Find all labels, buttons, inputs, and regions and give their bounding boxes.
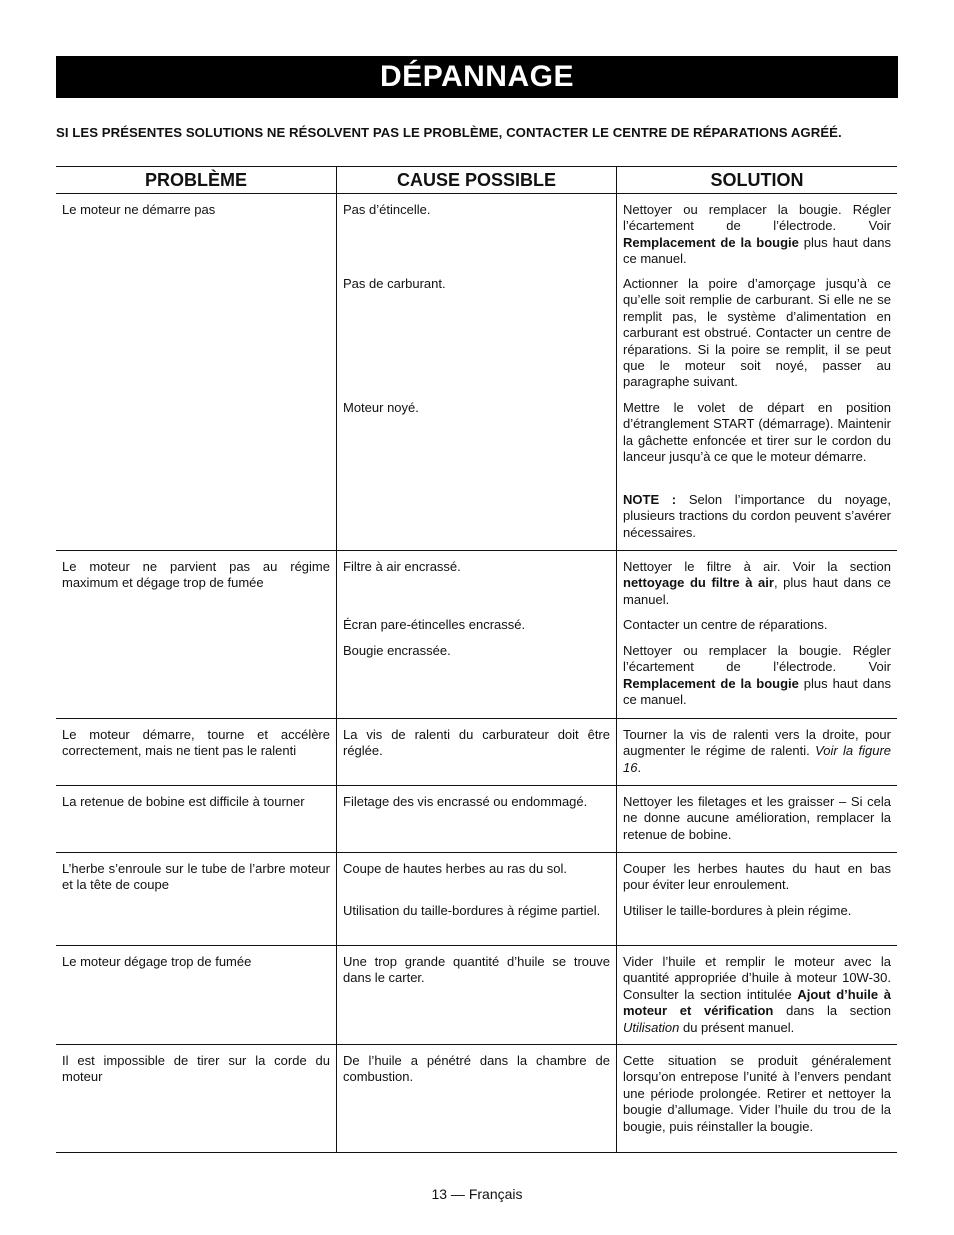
solution-cell: [616, 719, 897, 785]
header-problem: PROBLÈME: [144, 170, 247, 190]
problem-text: Il est impossible de tirer sur la corde du moteur: [62, 1053, 330, 1085]
cause-cell: [336, 551, 616, 718]
header-solution: SOLUTION: [616, 167, 897, 193]
cause-text: Moteur noyé.: [343, 400, 419, 415]
table-row: [56, 786, 897, 853]
problem-text: Le moteur dégage trop de fumée: [62, 954, 252, 969]
solution-cell: [616, 551, 897, 718]
troubleshooting-table: [56, 166, 897, 1153]
cause-text: Pas d’étincelle.: [343, 202, 431, 217]
cause-text: La vis de ralenti du carburateur doit être réglée.: [343, 727, 610, 759]
solution-text: Vider l’huile et remplir le moteur avec la quantité appropriée d’huile à moteur 10W-30. Consulter la section intitulée Ajout d’huile à moteur et vérification dans la section Utilisation du présent manuel.: [623, 954, 891, 1035]
problem-text: Le moteur ne parvient pas au régime maximum et dégage trop de fumée: [62, 559, 330, 591]
cause-cell: [336, 853, 616, 945]
solution-text: Nettoyer les filetages et les graisser – Si cela ne donne aucune amélioration, remplacer la retenue de bobine.: [623, 794, 891, 842]
table-row: [56, 853, 897, 946]
solution-cell: [616, 853, 897, 945]
cause-text: Écran pare-étincelles encrassé.: [343, 617, 526, 632]
table-row: [56, 719, 897, 786]
solution-text: Couper les herbes hautes du haut en bas pour éviter leur enroulement.: [623, 861, 891, 893]
cause-cell: [336, 1045, 616, 1152]
problem-cell: [56, 853, 336, 945]
table-row: [56, 551, 897, 719]
cause-text: Filtre à air encrassé.: [343, 559, 461, 574]
cause-text: Utilisation du taille-bordures à régime partiel.: [343, 903, 601, 918]
solution-text: Nettoyer ou remplacer la bougie. Régler l’écartement de l’électrode. Voir Remplacement de la bougie plus haut dans ce manuel.: [623, 202, 891, 267]
solution-text: Mettre le volet de départ en position d’étranglement START (démarrage). Maintenir la gâchette enfoncée et tirer sur le cordon du lanceur jusqu’à ce que le moteur démarre.: [623, 400, 891, 465]
cause-text: Bougie encrassée.: [343, 643, 451, 658]
table-header: [56, 167, 897, 194]
cause-text: De l’huile a pénétré dans la chambre de combustion.: [343, 1053, 610, 1085]
table-row: [56, 194, 897, 551]
solution-text: Tourner la vis de ralenti vers la droite, pour augmenter le régime de ralenti. Voir la figure 16.: [623, 727, 892, 775]
problem-text: Le moteur ne démarre pas: [62, 202, 216, 217]
problem-cell: [56, 786, 336, 852]
page-title: DÉPANNAGE: [56, 56, 898, 98]
cause-text: Une trop grande quantité d’huile se trouve dans le carter.: [343, 954, 610, 986]
problem-cell: [56, 946, 336, 1044]
problem-text: La retenue de bobine est difficile à tourner: [62, 794, 305, 809]
solution-cell: [616, 194, 897, 550]
table-row: [56, 1045, 897, 1153]
solution-cell: [616, 1045, 897, 1152]
solution-text: Actionner la poire d’amorçage jusqu’à ce qu’elle soit remplie de carburant. Si elle ne se remplit pas, le système d’alimentation en carburant est obstrué. Contacter un centre de réparations. Si la poire se remplit, il se peut que le moteur soit noyé, passer au paragraphe suivant.: [623, 276, 891, 390]
solution-text: Contacter un centre de réparations.: [623, 617, 828, 632]
cause-text: Pas de carburant.: [343, 276, 446, 291]
solution-text: Cette situation se produit généralement lorsqu’on entrepose l’unité à l’envers pendant une période prolongée. Retirer et nettoyer la bougie d’allumage. Vider l’huile du trou de la bougie, puis réinstaller la bougie.: [623, 1053, 891, 1134]
cause-cell: [336, 946, 616, 1044]
solution-text: Utiliser le taille-bordures à plein régime.: [623, 903, 852, 918]
problem-text: Le moteur démarre, tourne et accélère correctement, mais ne tient pas le ralenti: [62, 727, 330, 759]
problem-cell: [56, 1045, 336, 1152]
solution-text: Nettoyer le filtre à air. Voir la section nettoyage du filtre à air, plus haut dans ce manuel.: [623, 559, 891, 607]
cause-cell: [336, 194, 616, 550]
problem-text: L’herbe s’enroule sur le tube de l’arbre moteur et la tête de coupe: [62, 861, 330, 893]
cause-text: Coupe de hautes herbes au ras du sol.: [343, 861, 568, 876]
cause-text: Filetage des vis encrassé ou endommagé.: [343, 794, 588, 809]
cause-cell: [336, 719, 616, 785]
problem-cell: [56, 194, 336, 550]
page-number: 13 — Français: [431, 1186, 523, 1202]
problem-cell: [56, 551, 336, 718]
cause-cell: [336, 786, 616, 852]
problem-cell: [56, 719, 336, 785]
solution-text: NOTE : Selon l’importance du noyage, plusieurs tractions du cordon peuvent s’avérer nécessaires.: [623, 492, 891, 540]
solution-cell: [616, 786, 897, 852]
table-row: [56, 946, 897, 1045]
warning-notice: SI LES PRÉSENTES SOLUTIONS NE RÉSOLVENT PAS LE PROBLÈME, CONTACTER LE CENTRE DE RÉPARATIONS AGRÉÉ.: [56, 125, 842, 140]
solution-cell: [616, 946, 897, 1044]
header-cause: CAUSE POSSIBLE: [336, 167, 616, 193]
solution-text: Nettoyer ou remplacer la bougie. Régler l’écartement de l’électrode. Voir Remplacement de la bougie plus haut dans ce manuel.: [623, 643, 891, 708]
